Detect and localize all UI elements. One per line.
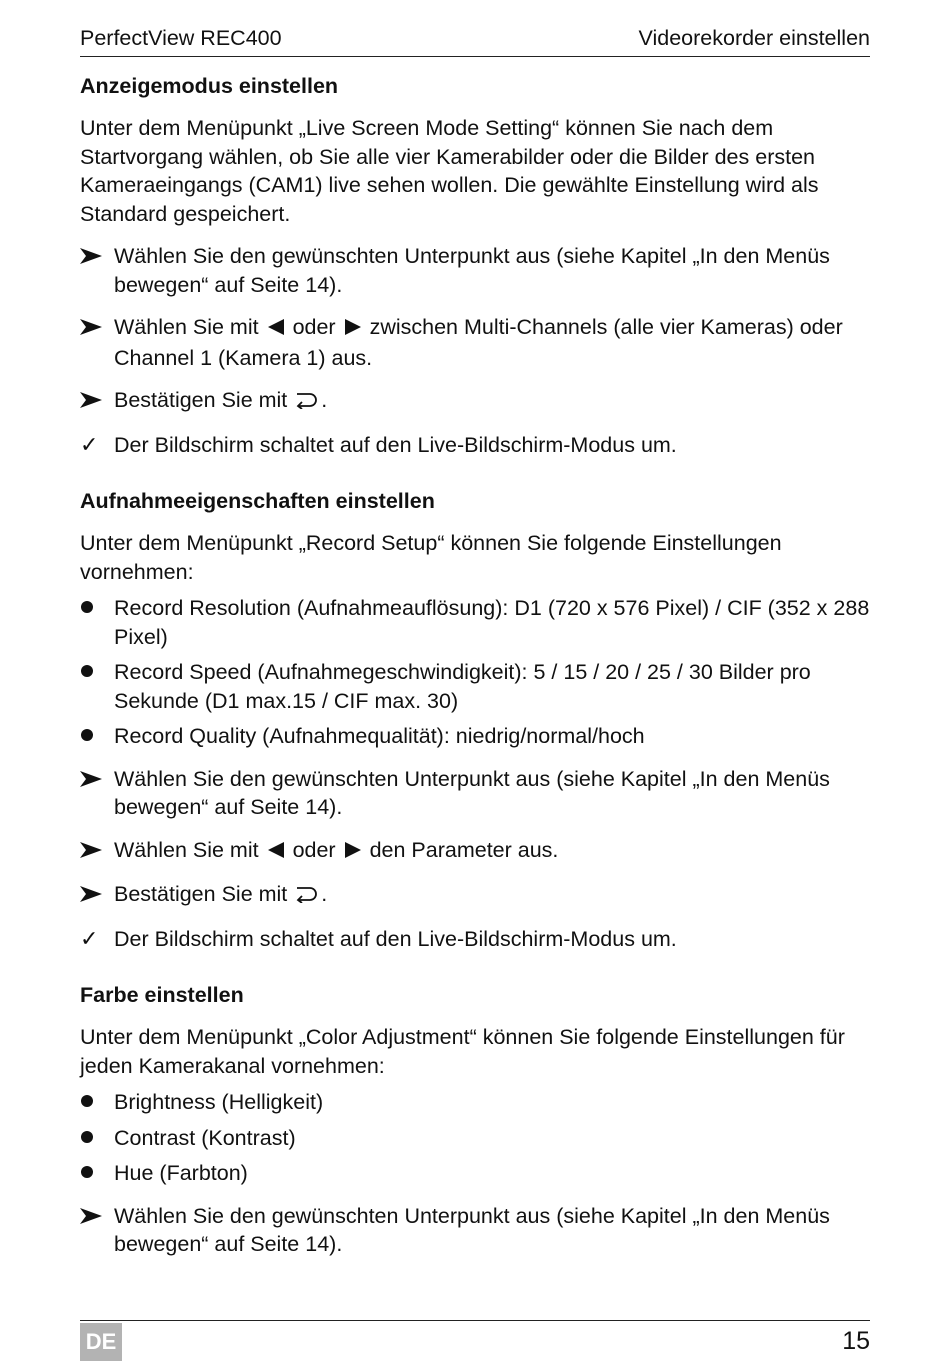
step-text-part: Wählen Sie mit — [114, 315, 259, 339]
section-title-display-mode: Anzeigemodus einstellen — [80, 74, 339, 98]
enter-return-icon — [295, 388, 319, 417]
instruction-step — [80, 1202, 870, 1259]
arrow-bullet-icon — [80, 313, 108, 335]
section-intro: Unter dem Menüpunkt „Live Screen Mode Setting“ können Sie nach dem Startvorgang wählen, ob Sie alle vier Kamerabilder oder die Bilder des ersten Kameraeingangs (CAM1) live sehen wollen. Die gewählte Einstellung wird als Standard gespeichert. — [80, 116, 819, 226]
arrow-bullet-icon — [80, 880, 108, 902]
section-intro: Unter dem Menüpunkt „Record Setup“ können Sie folgende Einstellungen vornehmen: — [80, 531, 782, 584]
right-triangle-icon — [344, 315, 362, 344]
list-item — [80, 722, 870, 751]
step-text-part: Wählen Sie mit — [114, 837, 259, 862]
result-text: Der Bildschirm schaltet auf den Live-Bildschirm-Modus um. — [114, 432, 677, 457]
left-triangle-icon — [267, 838, 285, 867]
list-item — [80, 1088, 870, 1117]
arrow-bullet-icon — [80, 765, 108, 787]
step-text-part: oder — [292, 837, 336, 862]
step-text: Wählen Sie den gewünschten Unterpunkt aus (siehe Kapitel „In den Menüs bewegen“ auf Seite 14). — [114, 766, 830, 819]
step-text-part: . — [321, 388, 328, 412]
section-title-color: Farbe einstellen — [80, 983, 244, 1007]
list-item-text: Record Resolution (Aufnahmeauflösung): D1 (720 x 576 Pixel) / CIF (352 x 288 Pixel) — [114, 596, 870, 649]
list-item-text: Record Quality (Aufnahmequalität): niedrig/normal/hoch — [114, 724, 645, 748]
right-triangle-icon — [344, 838, 362, 867]
dot-bullet-icon — [80, 1124, 108, 1144]
list-item-text: Contrast (Kontrast) — [114, 1125, 296, 1150]
result-text: Der Bildschirm schaltet auf den Live-Bildschirm-Modus um. — [114, 926, 677, 951]
list-item-text: Hue (Farbton) — [114, 1161, 248, 1185]
instruction-step — [80, 313, 870, 372]
check-icon: ✓ — [80, 431, 99, 457]
step-text: Wählen Sie den gewünschten Unterpunkt aus (siehe Kapitel „In den Menüs bewegen“ auf Seite 14). — [114, 244, 830, 297]
list-item — [80, 1159, 870, 1188]
page-content — [80, 72, 870, 1273]
list-item — [80, 1124, 870, 1153]
step-text-part: zwischen Multi-Channels (alle vier Kameras) oder Channel 1 (Kamera 1) aus. — [114, 315, 843, 370]
dot-bullet-icon — [80, 594, 108, 614]
header-chapter: Videorekorder einstellen — [638, 26, 870, 50]
instruction-step — [80, 836, 870, 867]
arrow-bullet-icon — [80, 836, 108, 858]
footer-divider — [80, 1320, 870, 1321]
list-item-text: Brightness (Helligkeit) — [114, 1090, 324, 1114]
language-badge: DE — [80, 1323, 122, 1361]
dot-bullet-icon — [80, 658, 108, 678]
result-line — [80, 431, 870, 460]
page-header — [80, 24, 870, 57]
instruction-step — [80, 242, 870, 299]
list-item-text: Record Speed (Aufnahmegeschwindigkeit): 5 / 15 / 20 / 25 / 30 Bilder pro Sekunde (D1 max.15 / CIF max. 30) — [114, 660, 811, 713]
step-text: Wählen Sie den gewünschten Unterpunkt aus (siehe Kapitel „In den Menüs bewegen“ auf Seite 14). — [114, 1203, 830, 1256]
arrow-bullet-icon — [80, 386, 108, 408]
section-title-recording: Aufnahmeeigenschaften einstellen — [80, 489, 435, 513]
step-text-part: den Parameter aus. — [369, 837, 559, 862]
step-text-part: Bestätigen Sie mit — [114, 882, 288, 906]
step-text-part: oder — [292, 315, 336, 339]
dot-bullet-icon — [80, 1088, 108, 1108]
dot-bullet-icon — [80, 722, 108, 742]
instruction-step — [80, 386, 870, 417]
instruction-step — [80, 765, 870, 822]
list-item — [80, 594, 870, 651]
header-product: PerfectView REC400 — [80, 26, 282, 50]
arrow-bullet-icon — [80, 242, 108, 264]
dot-bullet-icon — [80, 1159, 108, 1179]
result-line — [80, 925, 870, 954]
instruction-step — [80, 880, 870, 911]
list-item — [80, 658, 870, 715]
step-text-part: . — [321, 882, 328, 906]
enter-return-icon — [295, 882, 319, 911]
arrow-bullet-icon — [80, 1202, 108, 1224]
page-number: 15 — [842, 1327, 870, 1355]
step-text-part: Bestätigen Sie mit — [114, 388, 288, 412]
check-icon: ✓ — [80, 925, 99, 951]
section-intro: Unter dem Menüpunkt „Color Adjustment“ können Sie folgende Einstellungen für jeden Kamerakanal vornehmen: — [80, 1025, 845, 1078]
left-triangle-icon — [267, 315, 285, 344]
